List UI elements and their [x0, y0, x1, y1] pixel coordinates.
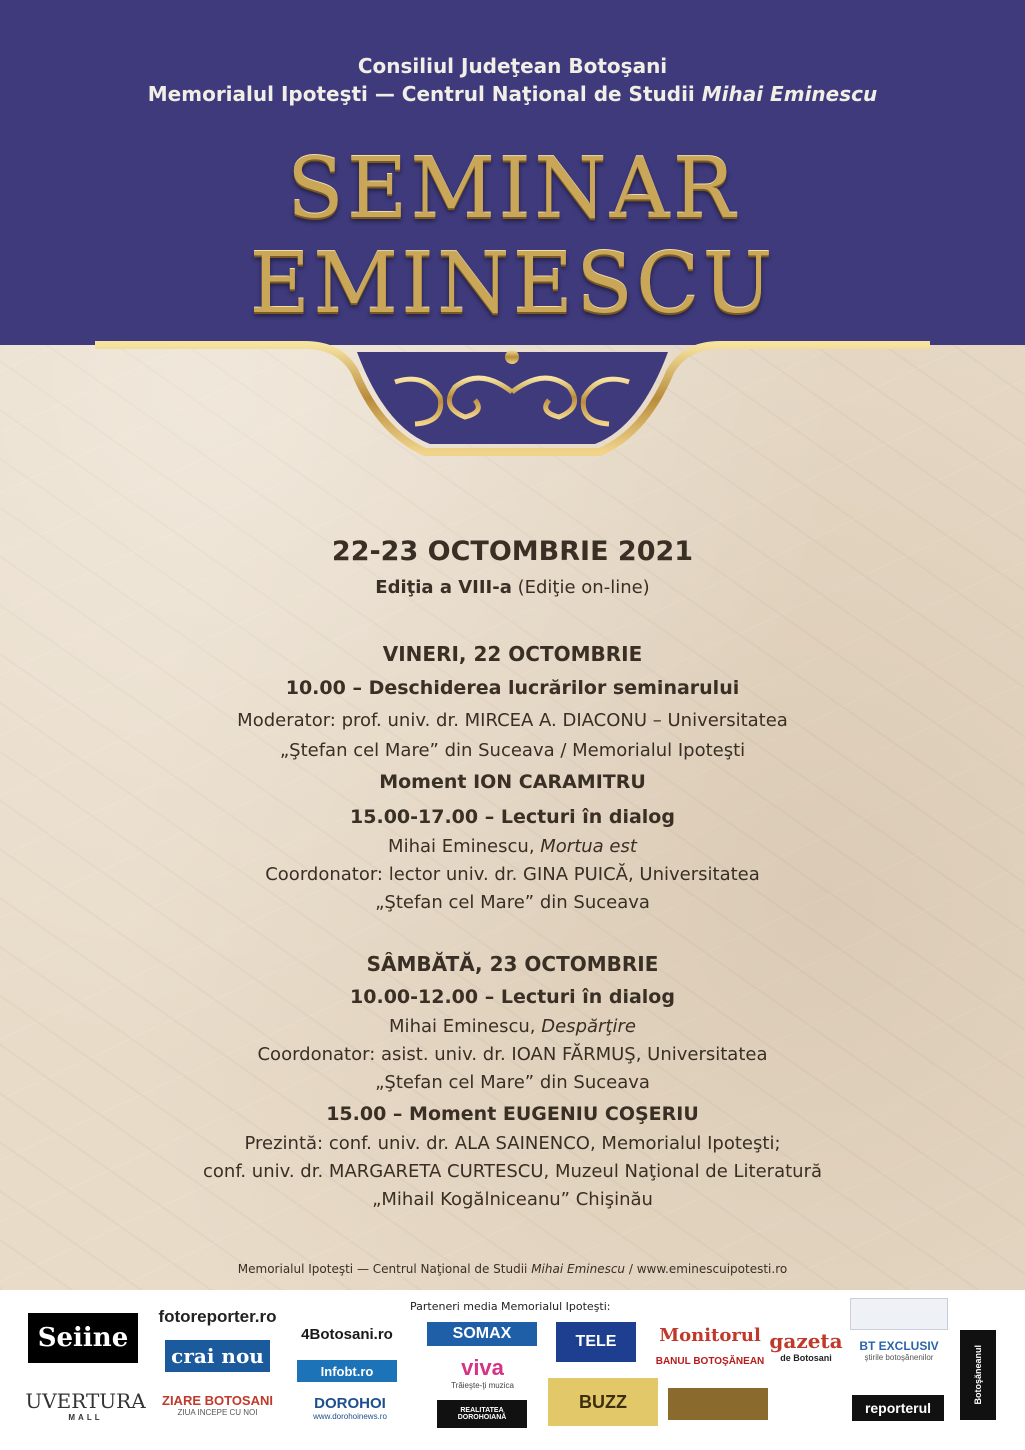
- day2-item2-title: 15.00 – Moment EUGENIU COŞERIU: [326, 1103, 699, 1125]
- logo-infobt[interactable]: Infobt.ro: [297, 1360, 397, 1382]
- title-seminar: SEMINAR: [286, 140, 739, 237]
- logo-seiine[interactable]: Seiine: [28, 1313, 138, 1363]
- day2-item1-title: 10.00-12.00 – Lecturi în dialog: [350, 986, 675, 1008]
- day2-item2-presenter2: conf. univ. dr. MARGARETA CURTESCU, Muzeul Naţional de Literatură: [203, 1161, 822, 1182]
- logo-botosaneanul[interactable]: Botoşăneanul: [960, 1330, 996, 1420]
- event-date: 22-23 OCTOMBRIE 2021: [331, 536, 694, 567]
- day2-item1-coordinator: Coordonator: asist. univ. dr. IOAN FĂRMUŞ, Universitatea: [257, 1044, 768, 1065]
- day1-item2-coordinator: Coordonator: lector univ. dr. GINA PUICĂ, Universitatea: [265, 864, 760, 885]
- day1-heading: VINERI, 22 OCTOMBRIE: [382, 642, 643, 666]
- logo-gazeta[interactable]: gazeta de Botosani: [769, 1329, 843, 1363]
- day1-moment: Moment ION CARAMITRU: [379, 771, 646, 793]
- logo-4botosani[interactable]: 4Botosani.ro: [301, 1325, 393, 1343]
- logo-viva[interactable]: viva Trăieşte-ţi muzica: [451, 1354, 514, 1390]
- day2-heading: SÂMBĂTĂ, 23 OCTOMBRIE: [366, 952, 659, 976]
- day1-item2-work: Mihai Eminescu, Mortua est: [388, 836, 637, 857]
- logo-botosani-banner: [668, 1388, 768, 1420]
- logo-bt-exclusiv-image: [850, 1298, 948, 1330]
- logo-uvertura[interactable]: UVERTURA MALL: [25, 1388, 146, 1422]
- organizer-line-2: Memorialul Ipoteşti — Centrul Naţional de Studii Mihai Eminescu: [147, 82, 878, 106]
- title-eminescu: EMINESCU: [249, 235, 776, 332]
- day2-item2-presenter1: Prezintă: conf. univ. dr. ALA SAINENCO, Memorialul Ipoteşti;: [244, 1133, 781, 1154]
- day1-item2-title: 15.00-17.00 – Lecturi în dialog: [350, 806, 675, 828]
- logo-fotoreporter[interactable]: fotoreporter.ro: [158, 1307, 277, 1326]
- day1-item1-moderator: Moderator: prof. univ. dr. MIRCEA A. DIACONU – Universitatea: [237, 710, 788, 731]
- logo-reporterul[interactable]: reporterul: [852, 1395, 944, 1421]
- organizer-line-1: Consiliul Judeţean Botoşani: [357, 54, 668, 78]
- logo-monitorul[interactable]: Monitorul: [659, 1324, 761, 1346]
- logo-banul-botosanean[interactable]: BANUL BOTOŞĂNEAN: [655, 1355, 765, 1367]
- day2-item2-affiliation: „Mihail Kogălniceanu” Chişinău: [372, 1189, 653, 1210]
- day1-item2-affiliation: „Ştefan cel Mare” din Suceava: [375, 892, 650, 913]
- day1-item1-title: 10.00 – Deschiderea lucrărilor seminarului: [285, 677, 740, 699]
- logo-buzz[interactable]: BUZZ: [548, 1378, 658, 1426]
- logo-ziare-botosani[interactable]: ZIARE BOTOSANI ZIUA INCEPE CU NOI: [162, 1392, 273, 1417]
- logo-bt-exclusiv[interactable]: BT EXCLUSIV ştirile botoşănenilor: [859, 1338, 939, 1362]
- logo-somax[interactable]: SOMAX: [427, 1322, 537, 1346]
- footer-note: Memorialul Ipoteşti — Centrul Naţional de Studii Mihai Eminescu / www.eminescuipotesti.ro: [237, 1262, 788, 1276]
- edition-line: Ediţia a VIII-a (Ediţie on-line): [375, 577, 650, 598]
- day1-item1-affiliation: „Ştefan cel Mare” din Suceava / Memorialul Ipoteşti: [279, 740, 746, 761]
- day2-item1-affiliation: „Ştefan cel Mare” din Suceava: [375, 1072, 650, 1093]
- logo-dorohoi-news[interactable]: DOROHOI www.dorohoinews.ro: [313, 1395, 387, 1421]
- website-link[interactable]: / www.eminescuipotesti.ro: [625, 1262, 788, 1276]
- day2-item1-work: Mihai Eminescu, Despărţire: [389, 1016, 636, 1037]
- logo-tele[interactable]: TELE: [556, 1322, 636, 1362]
- logo-realitatea-dorohoiana[interactable]: REALITATEA DOROHOIANĂ: [437, 1400, 527, 1428]
- gold-ornament-frame: [95, 332, 930, 472]
- logo-crai-nou[interactable]: crai nou: [165, 1340, 270, 1372]
- partners-title: Parteneri media Memorialul Ipoteşti:: [410, 1300, 611, 1313]
